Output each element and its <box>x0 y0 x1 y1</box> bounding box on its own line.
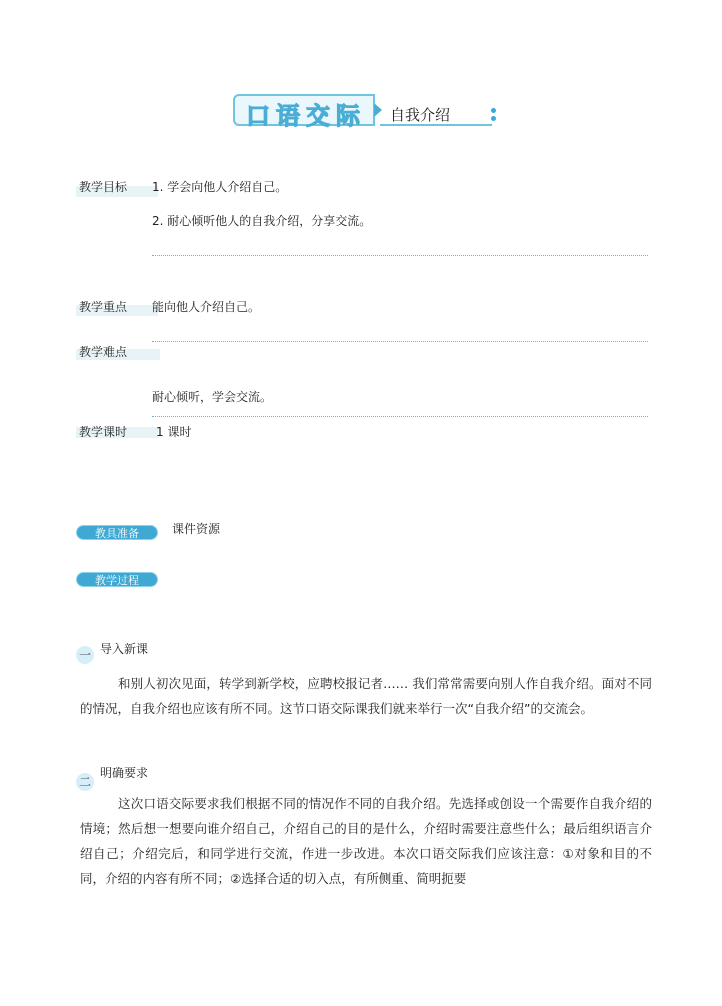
section-number-badge: 二 <box>76 773 94 791</box>
title-underline <box>380 124 492 126</box>
hours-label: 教学课时 <box>79 425 128 439</box>
section-number-badge: 一 <box>76 646 94 664</box>
key-point-text: 能向他人介绍自己。 <box>152 300 261 314</box>
section-paragraph: 和别人初次见面，转学到新学校，应聘校报记者…… 我们常常需要向别人作自我介绍。面对不同的情况，自我介绍也应该有所不同。这节口语交际课我们就来举行一次“自我介绍”的交流会。 <box>80 676 652 716</box>
objective-item-2: 2. 耐心倾听他人的自我介绍，分享交流。 <box>152 214 372 228</box>
objective-item-1: 1. 学会向他人介绍自己。 <box>152 180 288 194</box>
hours-text: 1 课时 <box>156 425 192 439</box>
divider <box>152 255 648 256</box>
title-arrow-icon <box>374 103 382 117</box>
title-dots-icon <box>491 108 496 124</box>
section-title: 明确要求 <box>100 766 149 780</box>
lesson-topic-title: 自我介绍 <box>390 106 451 124</box>
objectives-label: 教学目标 <box>79 180 128 194</box>
divider <box>152 416 648 417</box>
difficulty-text: 耐心倾听，学会交流。 <box>152 390 273 404</box>
section-title: 导入新课 <box>100 642 149 656</box>
process-badge: 教学过程 <box>76 572 158 587</box>
difficulty-label: 教学难点 <box>79 345 128 359</box>
section-paragraph: 这次口语交际要求我们根据不同的情况作不同的自我介绍。先选择或创设一个需要作自我介绍的情境；然后想一想要向谁介绍自己，介绍自己的目的是什么，介绍时需要注意些什么；最后组织语言介绍自己；介绍完后，和同学进行交流，作进一步改进。本次口语交际我们应该注意：①对象和目的不同，介绍的内容有所不同；②选择合适的切入点，有所侧重、简明扼要 <box>80 796 652 886</box>
lesson-category-title: 口语交际 <box>246 102 366 130</box>
preparation-badge: 教具准备 <box>76 525 158 540</box>
preparation-text: 课件资源 <box>172 522 221 536</box>
key-point-label: 教学重点 <box>79 300 128 314</box>
divider <box>152 341 648 342</box>
